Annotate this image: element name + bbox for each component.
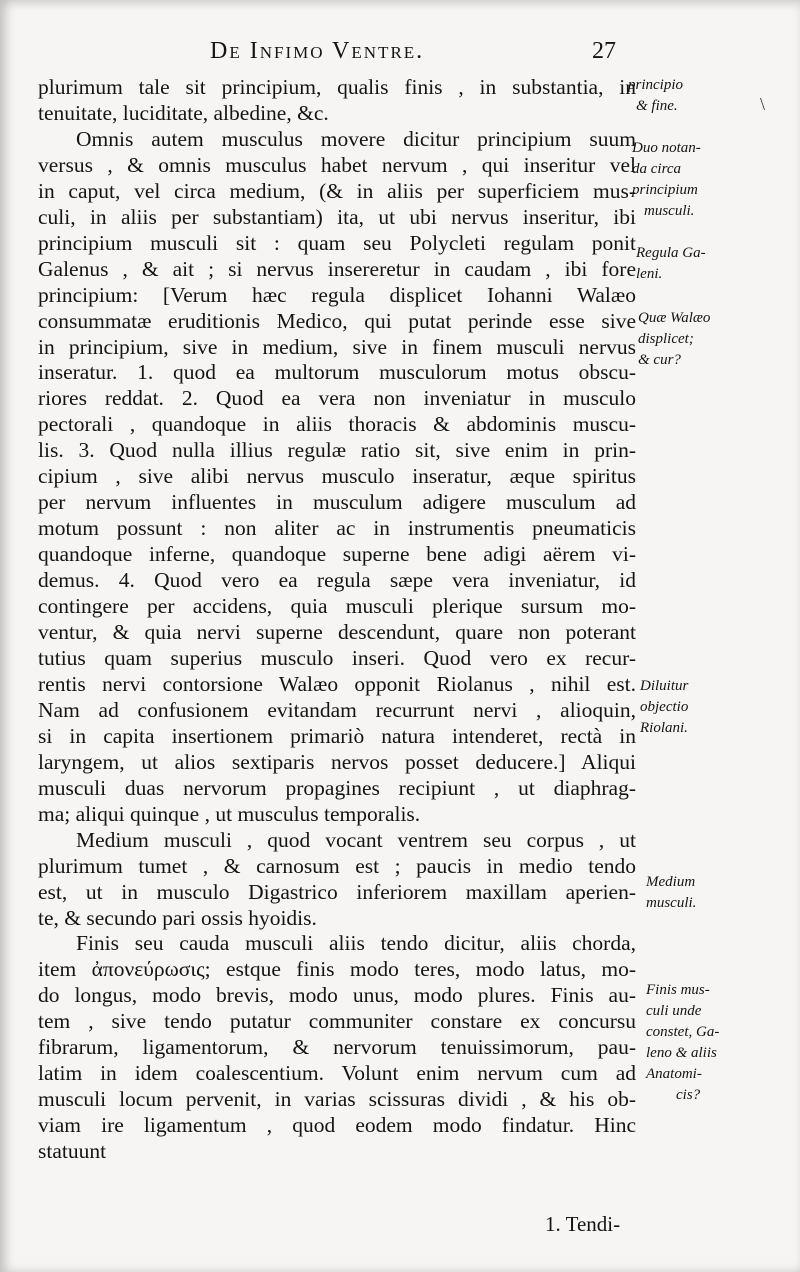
text-line: versus , & omnis musculus habet nervum , qui inseritur vel	[38, 152, 636, 177]
margin-note-line: constet, Ga-	[646, 1024, 720, 1040]
margin-note-line: Riolani.	[640, 720, 688, 736]
page-number: 27	[592, 38, 616, 64]
margin-note-line: leno & aliis	[646, 1045, 717, 1061]
margin-note-line: & fine.	[636, 98, 678, 114]
text-line: contingere per accidens, quia musculi plerique sursum mo-	[38, 594, 636, 619]
text-line: viam ire ligamentum , quod eodem modo findatur. Hinc	[38, 1113, 636, 1138]
margin-note-medium-musculi	[646, 872, 800, 914]
margin-note-line: objectio	[640, 699, 689, 715]
text-line: tenuitate, luciditate, albedine, &c.	[38, 100, 329, 125]
text-line: plurimum tale sit principium, qualis finis , in substantia, in	[38, 75, 636, 99]
text-line: statuunt	[38, 1139, 107, 1164]
text-line: item ἀπονεύρωσις; estque finis modo teres, modo latus, mo-	[38, 957, 636, 982]
running-title: De Infimo Ventre.	[210, 38, 425, 64]
text-line: si in capita insertionem primariò natura intenderet, rectà in	[38, 723, 636, 748]
text-line: est, ut in musculo Digastrico inferiorem maxillam aperien-	[38, 879, 636, 904]
text-line: pectorali , quandoque in aliis thoracis & abdominis muscu-	[38, 412, 636, 437]
text-line: musculi locum pervenit, in varias scissuras dividi , & his ob-	[38, 1087, 636, 1112]
text-line: in principium, sive in medium, sive in finem musculi nervus	[38, 334, 636, 359]
margin-note-line: Duo notan-	[632, 140, 701, 156]
text-line: demus. 4. Quod vero ea regula sæpe vera inveniatur, id	[38, 568, 636, 593]
stray-pen-mark: \	[760, 94, 766, 114]
margin-note-line: musculi.	[646, 895, 697, 911]
margin-note-line: Diluitur	[640, 678, 689, 694]
margin-note-line: & cur?	[638, 352, 681, 368]
text-line: Medium musculi , quod vocant ventrem seu corpus , ut	[76, 827, 636, 852]
text-line: fibrarum, ligamentorum, & nervorum tenuissimorum, pau-	[38, 1035, 636, 1060]
margin-note-line: musculi.	[644, 203, 695, 219]
margin-note-diluitur	[640, 676, 800, 739]
text-line: quandoque inferne, quandoque superne bene adigi aërem vi-	[38, 542, 636, 567]
text-line: inseratur. 1. quod ea multorum musculorum motus obscu-	[38, 360, 636, 385]
text-line: lis. 3. Quod nulla illius regulæ ratio sit, sive enim in prin-	[38, 438, 636, 463]
text-line: tem , sive tendo putatur communiter constare ex concursu	[38, 1009, 636, 1034]
margin-note-finis-musculi	[646, 980, 800, 1106]
text-line: Omnis autem musculus movere dicitur principium suum	[76, 126, 636, 151]
margin-note-line: da circa	[632, 161, 682, 177]
text-line: culi, in aliis per substantiam) ita, ut ubi nervus inseritur, ibi	[38, 204, 636, 229]
text-line: principium: [Verum hæc regula displicet Iohanni Walæo	[38, 282, 636, 307]
margin-note-line: principio	[628, 77, 683, 93]
margin-note-line: displicet;	[638, 331, 694, 347]
margin-note-line: Quæ Walæo	[638, 310, 711, 326]
text-line: musculi duas nervorum propagines recipiunt , ut diaphrag-	[38, 775, 636, 800]
text-line: ventur, & quia nervi superne descendunt, quare non poterant	[38, 620, 636, 645]
text-line: ma; aliqui quinque , ut musculus temporalis.	[38, 801, 421, 826]
margin-note-duo-notanda	[632, 138, 792, 222]
text-line: per nervum influentes in musculum adigere musculum ad	[38, 490, 636, 515]
text-line: in caput, vel circa medium, (& in aliis per superficiem mus-	[38, 178, 636, 203]
text-line: Nam ad confusionem evitandam recurrunt nervi , alioquin,	[38, 697, 636, 722]
margin-note-line: Finis mus-	[646, 982, 710, 998]
margin-note-line: Anatomi-	[646, 1066, 702, 1082]
text-line: cipium , sive alibi nervus musculo inseratur, æque spiritus	[38, 464, 636, 489]
text-line: tutius quam superius musculo inseri. Quod vero ex recur-	[38, 645, 636, 670]
text-line: riores reddat. 2. Quod ea vera non inveniatur in musculo	[38, 386, 636, 411]
text-line: do longus, modo brevis, modo unus, modo plures. Finis au-	[38, 983, 636, 1008]
margin-note-line: cis?	[676, 1087, 701, 1103]
margin-note-line: leni.	[636, 266, 663, 282]
margin-note-line: culi unde	[646, 1003, 702, 1019]
margin-note-line: Medium	[646, 874, 696, 890]
margin-note-line: principium	[632, 182, 698, 198]
text-line: motum possunt : non aliter ac in instrumentis pneumaticis	[38, 516, 636, 541]
text-line: laryngem, ut alios sextiparis nervos posset deducere.] Aliqui	[38, 749, 636, 774]
margin-note-line: Regula Ga-	[636, 245, 706, 261]
text-line: Finis seu cauda musculi aliis tendo dicitur, aliis chorda,	[76, 931, 636, 956]
text-line: plurimum tumet , & carnosum est ; paucis in medio tendo	[38, 853, 636, 878]
text-line: latim in idem coalescentium. Volunt enim nervum cum ad	[38, 1061, 636, 1086]
text-line: Galenus , & ait ; si nervus insereretur in caudam , ibi fore	[38, 256, 636, 281]
text-line: te, & secundo pari ossis hyoidis.	[38, 905, 317, 930]
margin-note-regula-galeni	[636, 243, 796, 285]
text-line: consummatæ eruditionis Medico, qui putat perinde esse sive	[38, 308, 636, 333]
text-line: principium musculi sit : quam seu Polycleti regulam ponit	[38, 230, 636, 255]
body-text	[38, 75, 636, 1165]
text-line: rentis nervi contorsione Walæo opponit Riolanus , nihil est.	[38, 671, 636, 696]
catchword: 1. Tendi-	[545, 1212, 621, 1236]
margin-note-quae-walaeo	[638, 308, 798, 371]
